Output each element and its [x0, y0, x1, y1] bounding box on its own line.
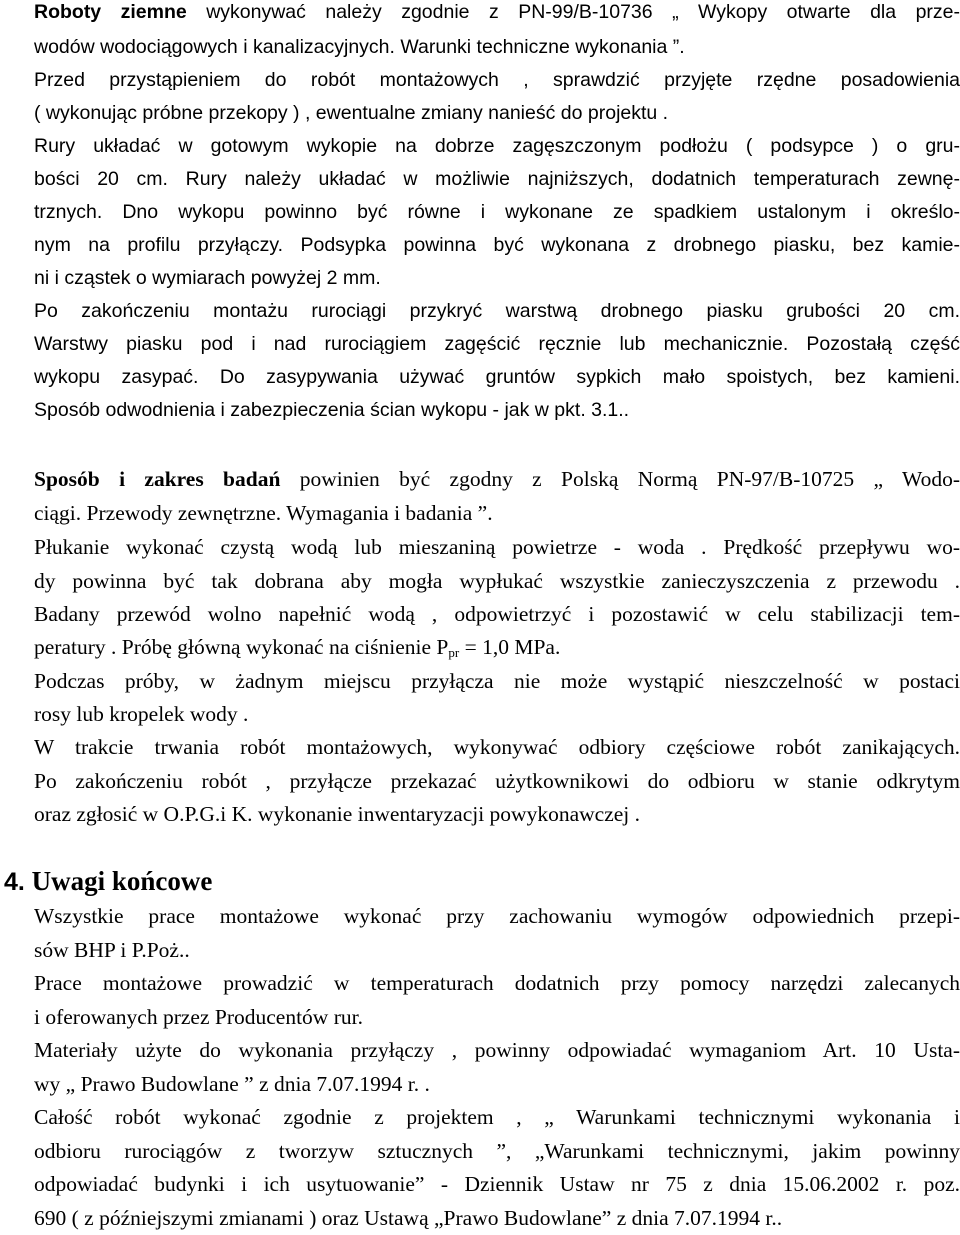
badan-line-1: [34, 469, 960, 491]
pressure-subscript: pr: [448, 645, 460, 660]
badan-line-6: [34, 637, 560, 659]
uwagi-line-8: odbioru rurociągów z tworzyw sztucznych ”, „Warunkami technicznymi, jakim powinny: [34, 1139, 960, 1163]
roboty-line-11: Warstwy piasku pod i nad rurociągiem zagęścić ręcznie lub mechanicznie. Pozostałą część: [34, 333, 960, 355]
badan-line-6-text: peratury . Próbę główną wykonać na ciśnienie P: [34, 635, 449, 659]
roboty-line-4: ( wykonując próbne przekopy ) , ewentualne zmiany nanieść do projektu .: [34, 102, 669, 124]
roboty-line-10: Po zakończeniu montażu rurociągi przykryć warstwą drobnego piasku grubości 20 cm.: [34, 300, 960, 322]
badan-line-3: Płukanie wykonać czystą wodą lub mieszaniną powietrze - woda . Prędkość przepływu wo-: [34, 535, 960, 559]
section-heading-uwagi: [4, 868, 212, 895]
uwagi-line-3: Prace montażowe prowadzić w temperaturach dodatnich przy pomocy narzędzi zalecanych: [34, 971, 960, 995]
roboty-line-2: wodów wodociągowych i kanalizacyjnych. Warunki techniczne wykonania ”.: [34, 36, 685, 58]
section-number: 4.: [4, 868, 25, 896]
badan-line-1-text: powinien być zgodny z Polską Normą PN-97/B-10725 „ Wodo-: [280, 467, 960, 491]
badan-line-11: oraz zgłosić w O.P.G.i K. wykonanie inwentaryzacji powykonawczej .: [34, 802, 640, 826]
uwagi-line-2: sów BHP i P.Poż..: [34, 938, 190, 962]
roboty-line-9: ni i cząstek o wymiarach powyżej 2 mm.: [34, 267, 381, 289]
uwagi-line-9: odpowiadać budynki i ich usytuowanie” - Dziennik Ustaw nr 75 z dnia 15.06.2002 r. poz.: [34, 1172, 960, 1196]
badan-line-2: ciągi. Przewody zewnętrzne. Wymagania i badania ”.: [34, 501, 493, 525]
uwagi-line-10: 690 ( z późniejszymi zmianami ) oraz Ustawą „Prawo Budowlane” z dnia 7.07.1994 r..: [34, 1206, 783, 1230]
roboty-line-7: trznych. Dno wykopu powinno być równe i wykonane ze spadkiem ustalonym i określo-: [34, 201, 960, 223]
roboty-line-1: [34, 3, 960, 23]
roboty-line-3: Przed przystąpieniem do robót montażowych , sprawdzić przyjęte rzędne posadowienia: [34, 69, 960, 91]
roboty-line-6: bości 20 cm. Rury należy układać w możliwie najniższych, dodatnich temperaturach zewnę-: [34, 168, 960, 190]
badan-line-9: W trakcie trwania robót montażowych, wykonywać odbiory częściowe robót zanikających.: [34, 735, 960, 759]
section-title: Uwagi końcowe: [31, 866, 213, 896]
roboty-heading: Roboty ziemne: [34, 1, 187, 23]
uwagi-line-5: Materiały użyte do wykonania przyłączy , powinny odpowiadać wymaganiom Art. 10 Usta-: [34, 1038, 960, 1062]
uwagi-line-7: Całość robót wykonać zgodnie z projektem , „ Warunkami technicznymi wykonania i: [34, 1105, 960, 1129]
roboty-line-1-text: wykonywać należy zgodnie z PN-99/B-10736 „ Wykopy otwarte dla prze-: [186, 1, 960, 23]
badan-heading: Sposób i zakres badań: [34, 467, 281, 491]
badan-line-8: rosy lub kropelek wody .: [34, 702, 249, 726]
uwagi-line-6: wy „ Prawo Budowlane ” z dnia 7.07.1994 r. .: [34, 1072, 430, 1096]
uwagi-line-1: Wszystkie prace montażowe wykonać przy zachowaniu wymogów odpowiednich przepi-: [34, 904, 960, 928]
roboty-line-8: nym na profilu przyłączy. Podsypka powinna być wykonana z drobnego piasku, bez kamie-: [34, 234, 960, 256]
roboty-line-12: wykopu zasypać. Do zasypywania używać gruntów sypkich mało spoistych, bez kamieni.: [34, 366, 960, 388]
badan-line-6-value: = 1,0 MPa.: [459, 635, 561, 659]
badan-line-5: Badany przewód wolno napełnić wodą , odpowietrzyć i pozostawić w celu stabilizacji tem-: [34, 602, 960, 626]
badan-line-4: dy powinna być tak dobrana aby mogła wypłukać wszystkie zanieczyszczenia z przewodu .: [34, 569, 960, 593]
roboty-line-5: Rury układać w gotowym wykopie na dobrze zagęszczonym podłożu ( podsypce ) o gru-: [34, 135, 960, 157]
badan-line-7: Podczas próby, w żadnym miejscu przyłącza nie może wystąpić nieszczelność w postaci: [34, 669, 960, 693]
uwagi-line-4: i oferowanych przez Producentów rur.: [34, 1005, 363, 1029]
badan-line-10: Po zakończeniu robót , przyłącze przekazać użytkownikowi do odbioru w stanie odkrytym: [34, 769, 960, 793]
roboty-line-13: Sposób odwodnienia i zabezpieczenia ścian wykopu - jak w pkt. 3.1..: [34, 399, 630, 421]
